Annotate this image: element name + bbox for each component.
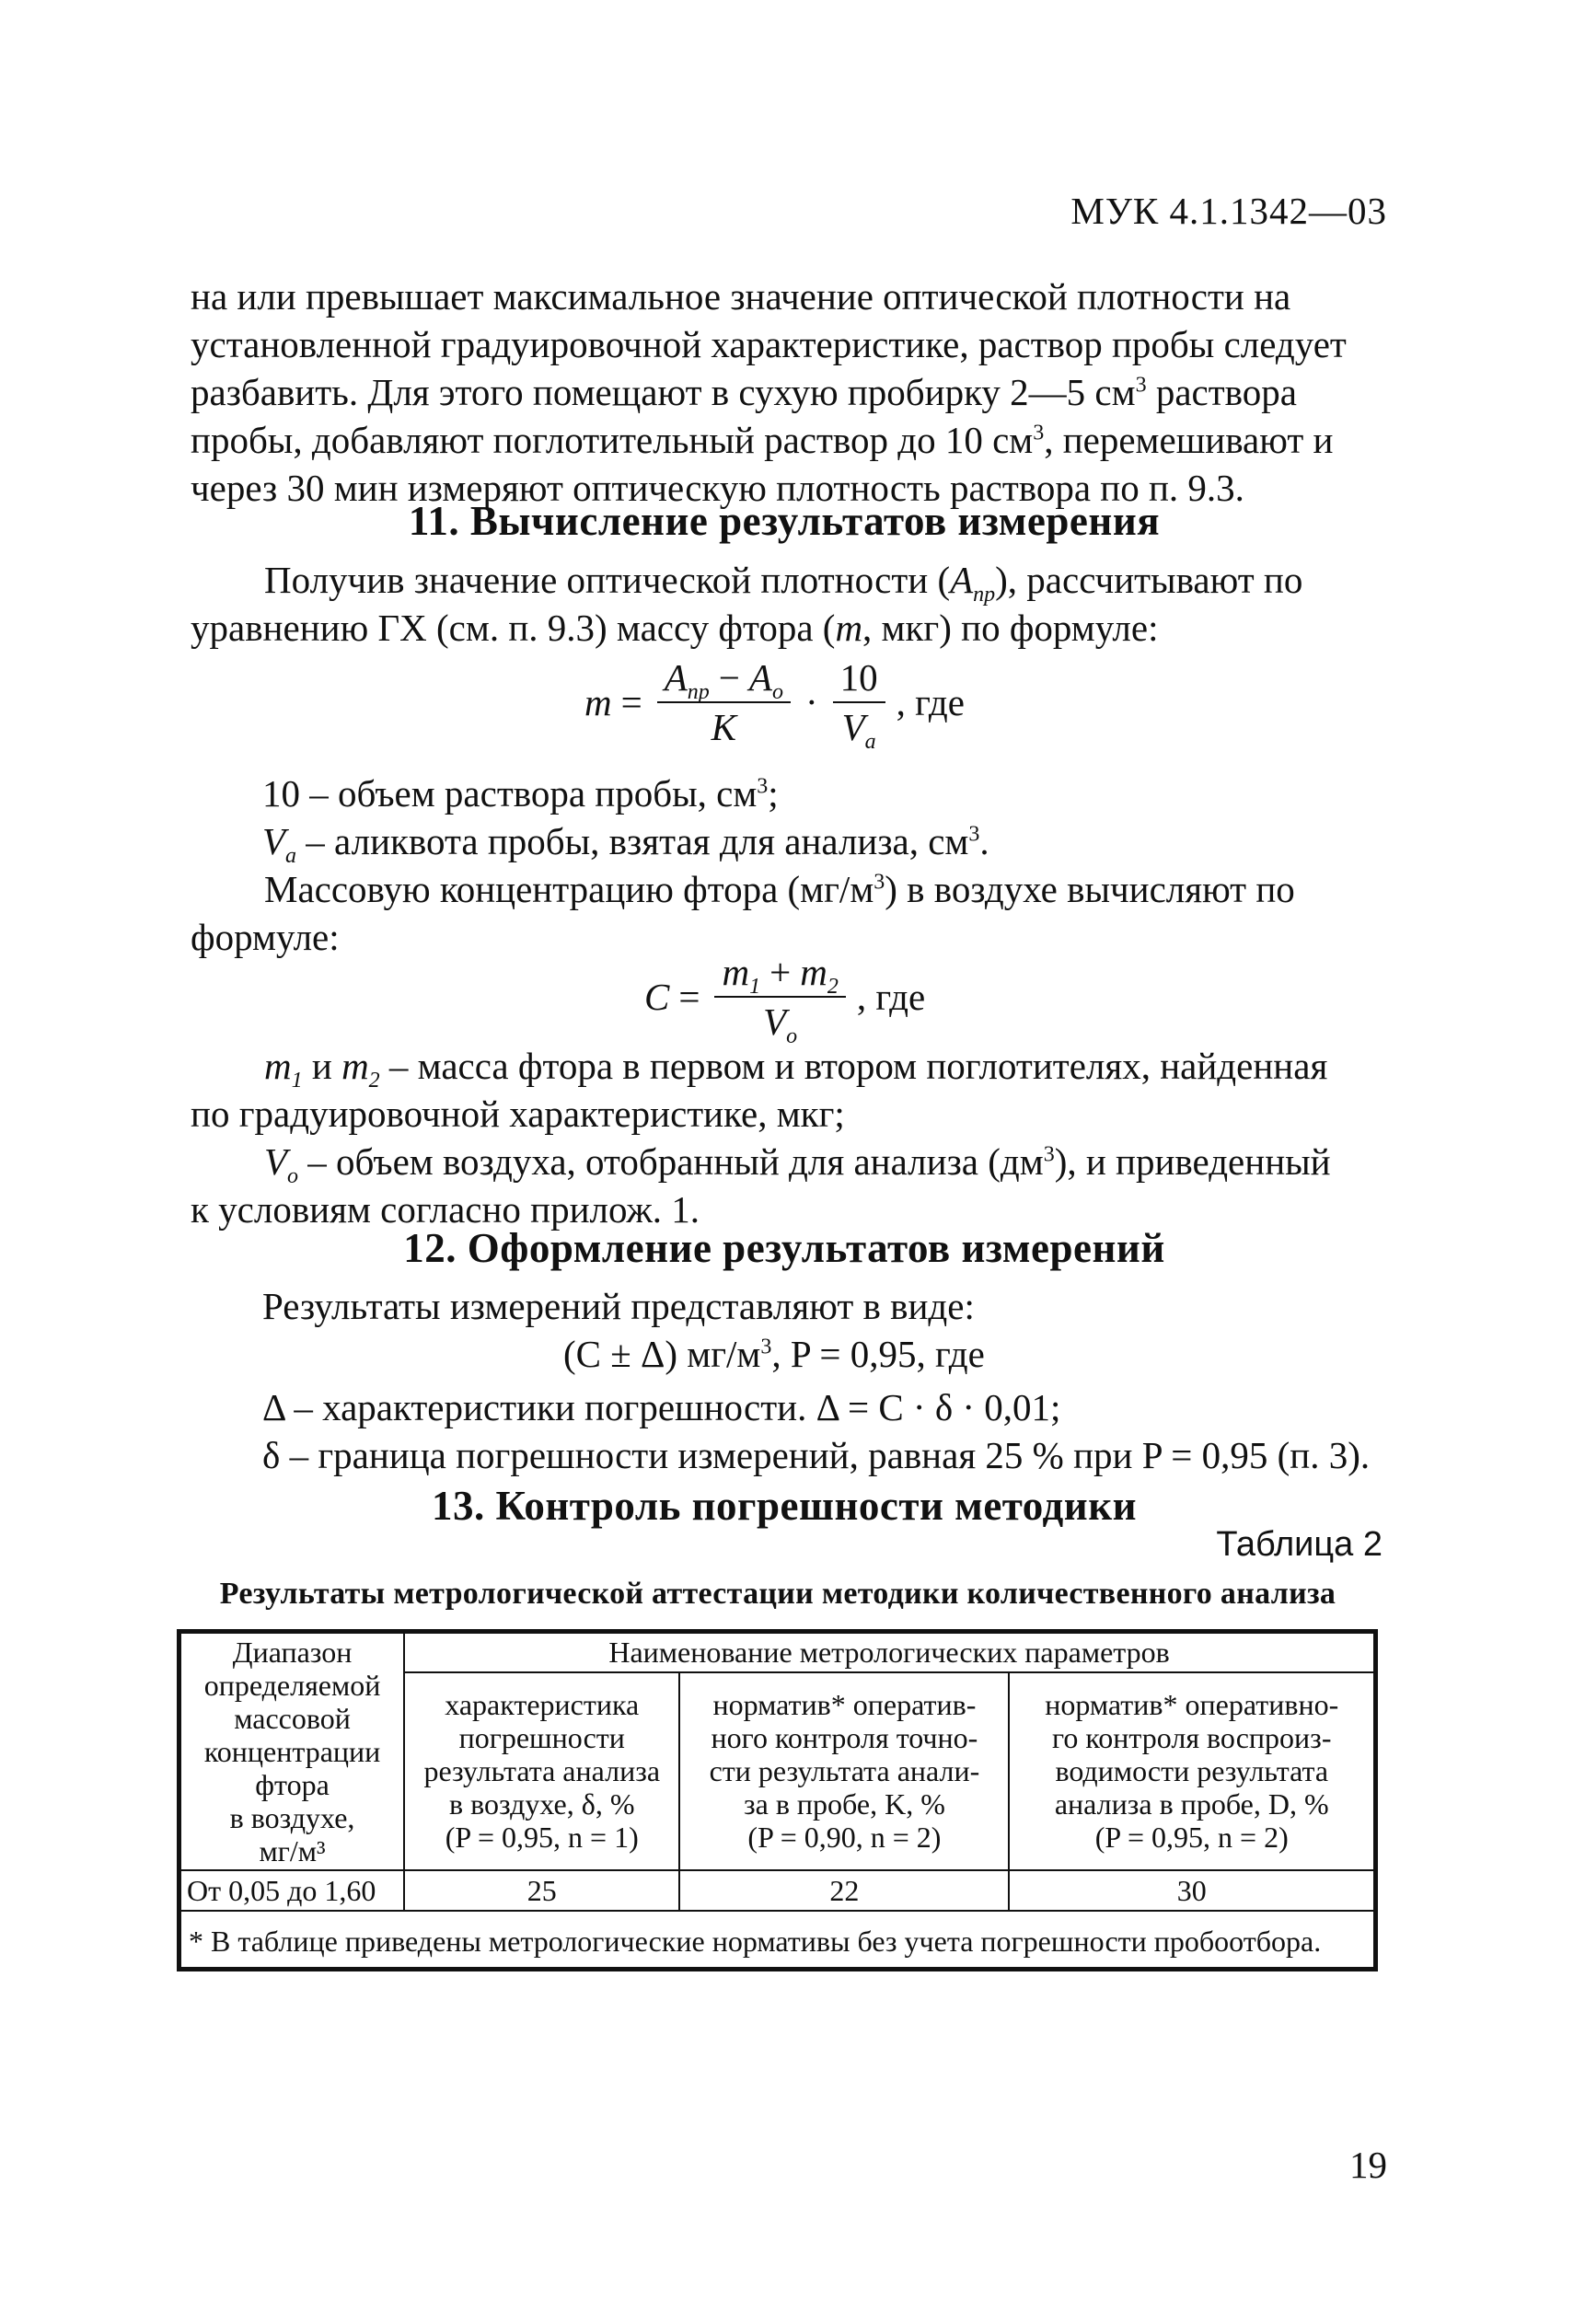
table-footnote-row xyxy=(179,1911,1376,1970)
formula-concentration: C = $\frac{m_1 + m_2}{V_o}$ , где xyxy=(644,948,925,1046)
header-accuracy-control: норматив* оператив- ного контроля точно- сти результата анали- за в пробе, K, % (P = 0,90, n = 2) xyxy=(679,1672,1009,1871)
definition-air-volume: $V_o$ – объем воздуха, отобранный для анализа $(дм^3)$, и приведенный к условиям согласно прилож. 1. xyxy=(191,1140,1331,1231)
cell-range: От 0,05 до 1,60 xyxy=(179,1870,405,1911)
section-11-intro: Получив значение оптической плотности $(A_{пр})$, рассчитывают по уравнению ГХ (см. п. 9.3) массу фтора (m, мкг) по формуле: xyxy=(191,559,1303,649)
header-reproducibility-control: норматив* оперативно- го контроля воспроиз- водимости результата анализа в пробе, D, % (P = 0,95, n = 2) xyxy=(1009,1672,1375,1871)
header-concentration-range: Диапазон определяемой массовой концентрации фтора в воздухе, мг/м³ xyxy=(179,1632,405,1871)
intro-line-3: разбавить. Для этого помещают в сухую пробирку 2—5 $см^3$ раствора xyxy=(191,371,1297,413)
header-error-characteristic: характеристика погрешности результата анализа в воздухе, δ, % (P = 0,95, n = 1) xyxy=(404,1672,679,1871)
definition-m1-m2: $m_1$ и $m_2$ – масса фтора в первом и втором поглотителях, найденная по градуировочной характеристике, мкг; xyxy=(191,1045,1328,1135)
table-caption: Результаты метрологической аттестации методики количественного анализа xyxy=(219,1577,1336,1611)
formula-mass: m = $\frac{A_{пр} - A_о}{K}$ · $\frac{10}{V_a}$ , где xyxy=(584,653,965,751)
definition-sample-volume: 10 – объем раствора пробы, $см^3$; xyxy=(262,772,779,815)
header-metrological-parameters: Наименование метрологических параметров xyxy=(404,1632,1375,1672)
definition-aliquot: $V_a$ – аликвота пробы, взятая для анализа, $см^3$. xyxy=(262,820,989,869)
intro-line-2: установленной градуировочной характеристике, раствор пробы следует xyxy=(191,323,1347,365)
definition-error-bound: δ – граница погрешности измерений, равная 25 % при P = 0,95 (п. 3). xyxy=(262,1434,1371,1476)
intro-paragraph xyxy=(191,272,1378,512)
page-number: 19 xyxy=(1349,2144,1387,2186)
result-format: (C ± Δ) $мг/м^3$, P = 0,95, где xyxy=(563,1333,985,1375)
intro-line-4: пробы, добавляют поглотительный раствор до 10 $см^3$, перемешивают и xyxy=(191,419,1334,461)
intro-line-1: на или превышает максимальное значение оптической плотности на xyxy=(191,275,1291,318)
cell-error-value: 25 xyxy=(404,1870,679,1911)
section-11-title: 11. Вычисление результатов измерения xyxy=(408,498,1161,544)
section-11-concentration-intro: Массовую концентрацию фтора $(мг/м^3)$ в воздухе вычисляют по формуле: xyxy=(191,868,1295,958)
section-12-title: 12. Оформление результатов измерений xyxy=(403,1225,1165,1271)
cell-reproducibility-value: 30 xyxy=(1009,1870,1375,1911)
table-footnote: * В таблице приведены метрологические нормативы без учета погрешности пробоотбора. xyxy=(179,1911,1376,1970)
section-13-title: 13. Контроль погрешности методики xyxy=(431,1483,1138,1529)
document-code: МУК 4.1.1342—03 xyxy=(1070,190,1387,232)
intro-line-5: через 30 мин измеряют оптическую плотность раствора по п. 9.3. xyxy=(191,467,1244,509)
cell-accuracy-value: 22 xyxy=(679,1870,1009,1911)
table-row xyxy=(179,1870,1376,1911)
table-header-row-1 xyxy=(179,1632,1376,1672)
definition-delta: Δ – характеристики погрешности. Δ = C · δ · 0,01; xyxy=(262,1386,1061,1428)
metrology-table xyxy=(177,1629,1378,1971)
table-number: Таблица 2 xyxy=(1216,1525,1383,1564)
section-12-intro: Результаты измерений представляют в виде: xyxy=(262,1285,975,1327)
